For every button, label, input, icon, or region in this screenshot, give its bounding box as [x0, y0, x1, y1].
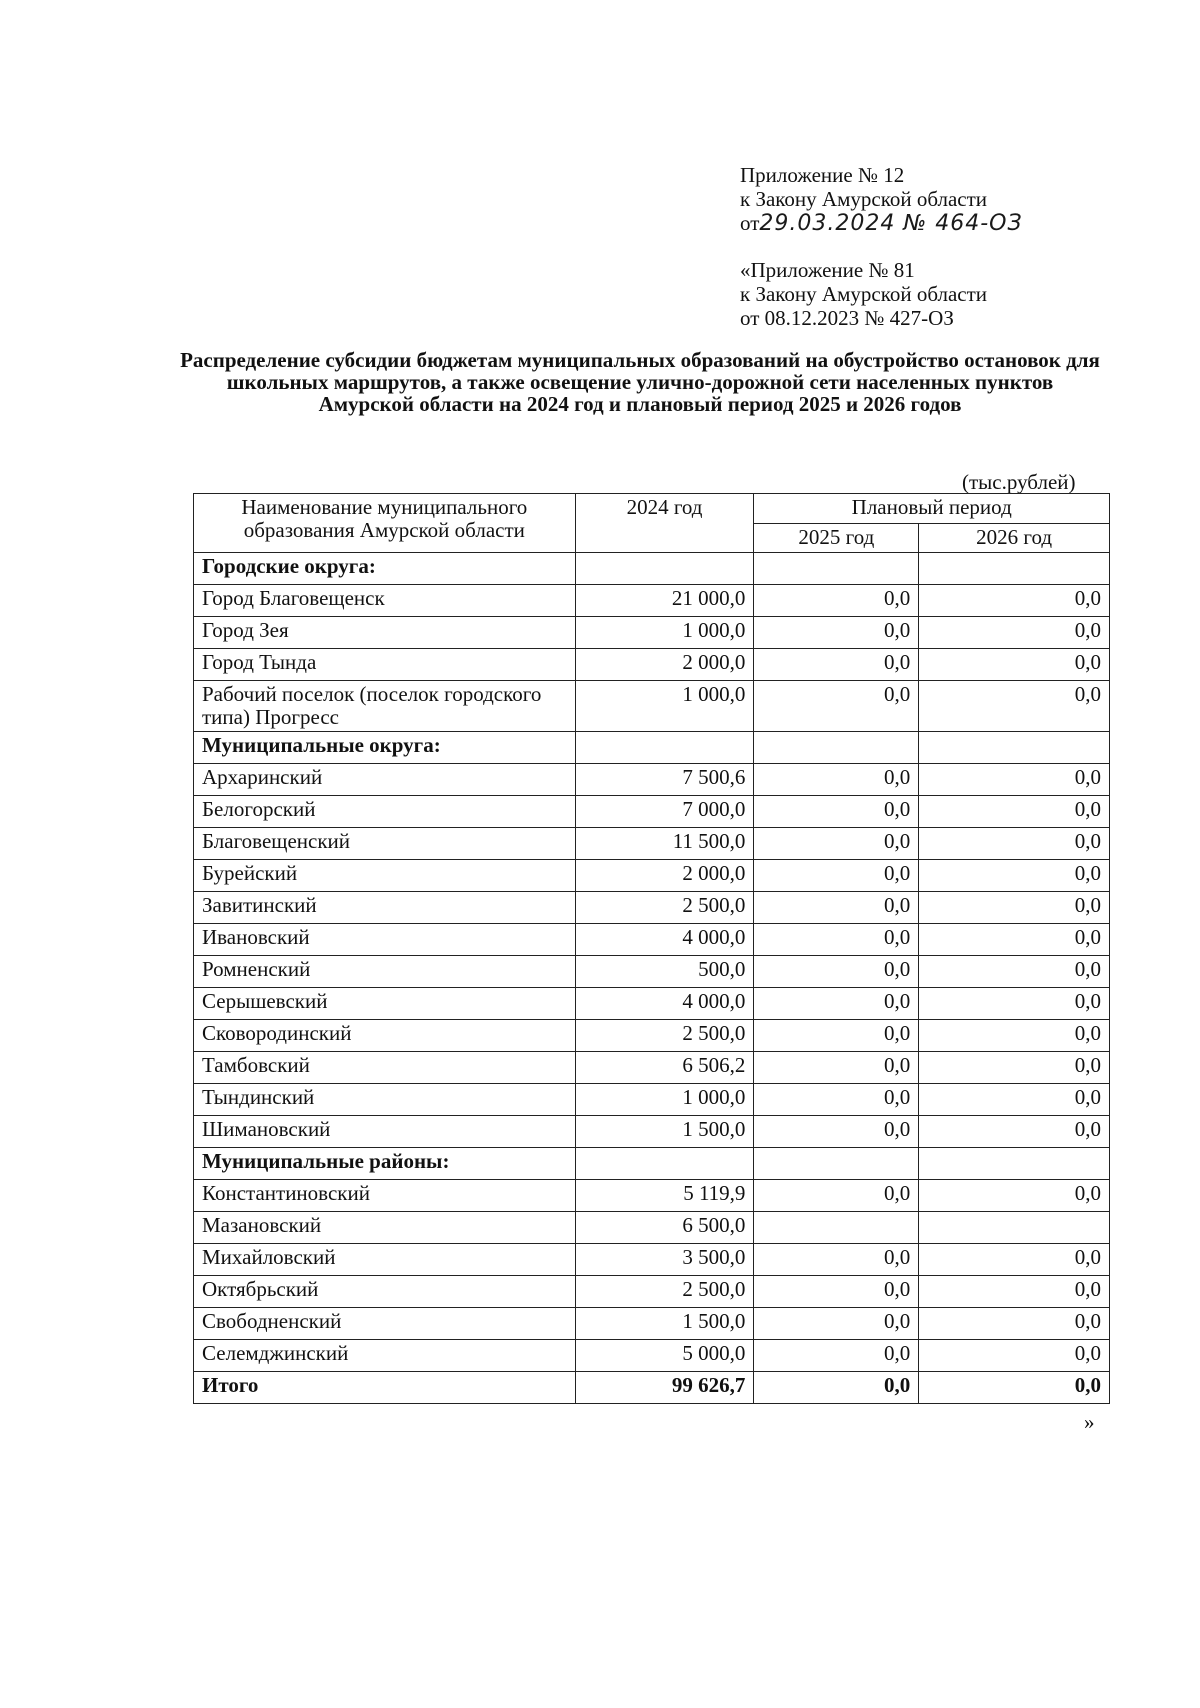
- table-row: [194, 988, 1110, 1020]
- cell-municipality: Рабочий поселок (поселок городского типа) Прогресс: [194, 681, 576, 732]
- cell-municipality: Архаринский: [194, 764, 576, 796]
- table-row: [194, 681, 1110, 732]
- cell-2024: 4 000,0: [575, 988, 754, 1020]
- cell-municipality: Тындинский: [194, 1084, 576, 1116]
- annex-current-date-prefix: от: [740, 211, 760, 235]
- cell-2024: 2 000,0: [575, 649, 754, 681]
- cell-2024: 2 500,0: [575, 892, 754, 924]
- cell-2025: 0,0: [754, 681, 919, 732]
- cell-municipality: Благовещенский: [194, 828, 576, 860]
- cell-municipality: Тамбовский: [194, 1052, 576, 1084]
- annex-previous-line1: «Приложение № 81: [740, 258, 915, 282]
- header-year-2026: 2026 год: [919, 523, 1110, 553]
- cell-2024: 3 500,0: [575, 1244, 754, 1276]
- cell-2024: 5 119,9: [575, 1180, 754, 1212]
- cell-2026: 0,0: [919, 796, 1110, 828]
- table-row: [194, 956, 1110, 988]
- cell-2026: [919, 553, 1110, 585]
- cell-municipality: Мазановский: [194, 1212, 576, 1244]
- table-row: [194, 1308, 1110, 1340]
- cell-municipality: Михайловский: [194, 1244, 576, 1276]
- cell-2025: 0,0: [754, 828, 919, 860]
- cell-2025: [754, 553, 919, 585]
- annex-current-header: [740, 163, 1023, 236]
- table-group-row: [194, 1148, 1110, 1180]
- cell-municipality: Константиновский: [194, 1180, 576, 1212]
- cell-2026: 0,0: [919, 988, 1110, 1020]
- handwritten-date-number: 29.03.2024 № 464-ОЗ: [759, 211, 1023, 236]
- cell-2025: 0,0: [754, 1244, 919, 1276]
- cell-2026: 0,0: [919, 924, 1110, 956]
- cell-2026: 0,0: [919, 617, 1110, 649]
- cell-2026: 0,0: [919, 1020, 1110, 1052]
- cell-2024: 6 506,2: [575, 1052, 754, 1084]
- subsidy-table: [193, 493, 1110, 1404]
- table-row: [194, 860, 1110, 892]
- cell-2026: 0,0: [919, 1180, 1110, 1212]
- table-row: [194, 1052, 1110, 1084]
- annex-previous-line2: к Закону Амурской области: [740, 282, 988, 306]
- cell-2024: [575, 732, 754, 764]
- cell-2024: 1 000,0: [575, 681, 754, 732]
- cell-2025: [754, 732, 919, 764]
- table-row: [194, 924, 1110, 956]
- table-row: [194, 1340, 1110, 1372]
- cell-2026: 0,0: [919, 1372, 1110, 1404]
- cell-municipality: Город Тында: [194, 649, 576, 681]
- cell-2024: 99 626,7: [575, 1372, 754, 1404]
- cell-2024: 2 000,0: [575, 860, 754, 892]
- table-row: [194, 1244, 1110, 1276]
- cell-2025: 0,0: [754, 649, 919, 681]
- cell-2026: 0,0: [919, 1084, 1110, 1116]
- cell-2024: 1 500,0: [575, 1116, 754, 1148]
- table-row: [194, 1020, 1110, 1052]
- cell-2026: 0,0: [919, 764, 1110, 796]
- cell-2026: 0,0: [919, 681, 1110, 732]
- cell-2026: 0,0: [919, 1340, 1110, 1372]
- table-row: [194, 892, 1110, 924]
- table-row: [194, 1116, 1110, 1148]
- annex-previous-header: [740, 258, 987, 330]
- cell-municipality: Шимановский: [194, 1116, 576, 1148]
- cell-2024: 2 500,0: [575, 1276, 754, 1308]
- cell-2025: 0,0: [754, 1340, 919, 1372]
- cell-municipality: Ивановский: [194, 924, 576, 956]
- cell-municipality: Селемджинский: [194, 1340, 576, 1372]
- table-body: [194, 553, 1110, 1404]
- cell-2026: [919, 1212, 1110, 1244]
- cell-municipality: Белогорский: [194, 796, 576, 828]
- header-year-2025: 2025 год: [754, 523, 919, 553]
- cell-2025: 0,0: [754, 924, 919, 956]
- table-row: [194, 828, 1110, 860]
- cell-municipality: Итого: [194, 1372, 576, 1404]
- cell-municipality: Серышевский: [194, 988, 576, 1020]
- table-total-row: [194, 1372, 1110, 1404]
- cell-2024: 4 000,0: [575, 924, 754, 956]
- table-row: [194, 1212, 1110, 1244]
- table-row: [194, 796, 1110, 828]
- cell-2025: 0,0: [754, 617, 919, 649]
- cell-2025: 0,0: [754, 1052, 919, 1084]
- cell-municipality: Октябрьский: [194, 1276, 576, 1308]
- table-row: [194, 1180, 1110, 1212]
- annex-current-line2: к Закону Амурской области: [740, 187, 988, 211]
- cell-2026: [919, 732, 1110, 764]
- cell-2026: 0,0: [919, 956, 1110, 988]
- annex-current-line3: [740, 211, 1023, 236]
- cell-2024: 11 500,0: [575, 828, 754, 860]
- cell-2024: 7 000,0: [575, 796, 754, 828]
- cell-municipality: Сковородинский: [194, 1020, 576, 1052]
- units-label: (тыс.рублей): [962, 470, 1076, 494]
- cell-municipality: Муниципальные районы:: [194, 1148, 576, 1180]
- cell-2026: 0,0: [919, 860, 1110, 892]
- table-row: [194, 585, 1110, 617]
- cell-2025: 0,0: [754, 1180, 919, 1212]
- cell-2025: [754, 1212, 919, 1244]
- cell-2025: 0,0: [754, 1020, 919, 1052]
- cell-2026: 0,0: [919, 1244, 1110, 1276]
- table-group-row: [194, 553, 1110, 585]
- cell-2024: 1 000,0: [575, 1084, 754, 1116]
- cell-2026: 0,0: [919, 1308, 1110, 1340]
- table-row: [194, 1276, 1110, 1308]
- cell-municipality: Ромненский: [194, 956, 576, 988]
- cell-2025: 0,0: [754, 1276, 919, 1308]
- cell-2026: 0,0: [919, 892, 1110, 924]
- cell-2025: [754, 1148, 919, 1180]
- closing-quote: »: [1084, 1410, 1095, 1434]
- cell-2024: 5 000,0: [575, 1340, 754, 1372]
- cell-2025: 0,0: [754, 764, 919, 796]
- cell-2024: 6 500,0: [575, 1212, 754, 1244]
- cell-2024: 1 500,0: [575, 1308, 754, 1340]
- cell-2024: 7 500,6: [575, 764, 754, 796]
- cell-2024: 500,0: [575, 956, 754, 988]
- header-year-2024: 2024 год: [575, 494, 754, 553]
- annex-previous-line3: от 08.12.2023 № 427-ОЗ: [740, 306, 954, 330]
- cell-2025: 0,0: [754, 988, 919, 1020]
- cell-2025: 0,0: [754, 956, 919, 988]
- cell-2025: 0,0: [754, 796, 919, 828]
- cell-2025: 0,0: [754, 860, 919, 892]
- cell-2025: 0,0: [754, 585, 919, 617]
- cell-municipality: Свободненский: [194, 1308, 576, 1340]
- cell-2026: 0,0: [919, 1276, 1110, 1308]
- cell-2026: 0,0: [919, 649, 1110, 681]
- cell-2024: [575, 1148, 754, 1180]
- cell-2026: [919, 1148, 1110, 1180]
- cell-2026: 0,0: [919, 585, 1110, 617]
- cell-2025: 0,0: [754, 1308, 919, 1340]
- cell-2024: 21 000,0: [575, 585, 754, 617]
- cell-2025: 0,0: [754, 1116, 919, 1148]
- table-row: [194, 1084, 1110, 1116]
- cell-municipality: Город Зея: [194, 617, 576, 649]
- cell-municipality: Город Благовещенск: [194, 585, 576, 617]
- table-row: [194, 617, 1110, 649]
- cell-municipality: Бурейский: [194, 860, 576, 892]
- cell-municipality: Муниципальные округа:: [194, 732, 576, 764]
- table-group-row: [194, 732, 1110, 764]
- header-planned-period: Плановый период: [754, 494, 1110, 524]
- cell-2025: 0,0: [754, 1372, 919, 1404]
- cell-2024: 2 500,0: [575, 1020, 754, 1052]
- document-title: Распределение субсидии бюджетам муниципальных образований на обустройство остановок для школьных маршрутов, а также освещение улично-дорожной сети населенных пунктов Амурской области на 2024 год и плановый период 2025 и 2026 годов: [180, 348, 1100, 416]
- table-row: [194, 764, 1110, 796]
- cell-2026: 0,0: [919, 828, 1110, 860]
- cell-2025: 0,0: [754, 1084, 919, 1116]
- cell-municipality: Городские округа:: [194, 553, 576, 585]
- table-row: [194, 649, 1110, 681]
- cell-2025: 0,0: [754, 892, 919, 924]
- cell-municipality: Завитинский: [194, 892, 576, 924]
- header-municipality: Наименование муниципального образования Амурской области: [194, 494, 576, 553]
- cell-2024: 1 000,0: [575, 617, 754, 649]
- annex-current-line1: Приложение № 12: [740, 163, 905, 187]
- cell-2024: [575, 553, 754, 585]
- cell-2026: 0,0: [919, 1052, 1110, 1084]
- cell-2026: 0,0: [919, 1116, 1110, 1148]
